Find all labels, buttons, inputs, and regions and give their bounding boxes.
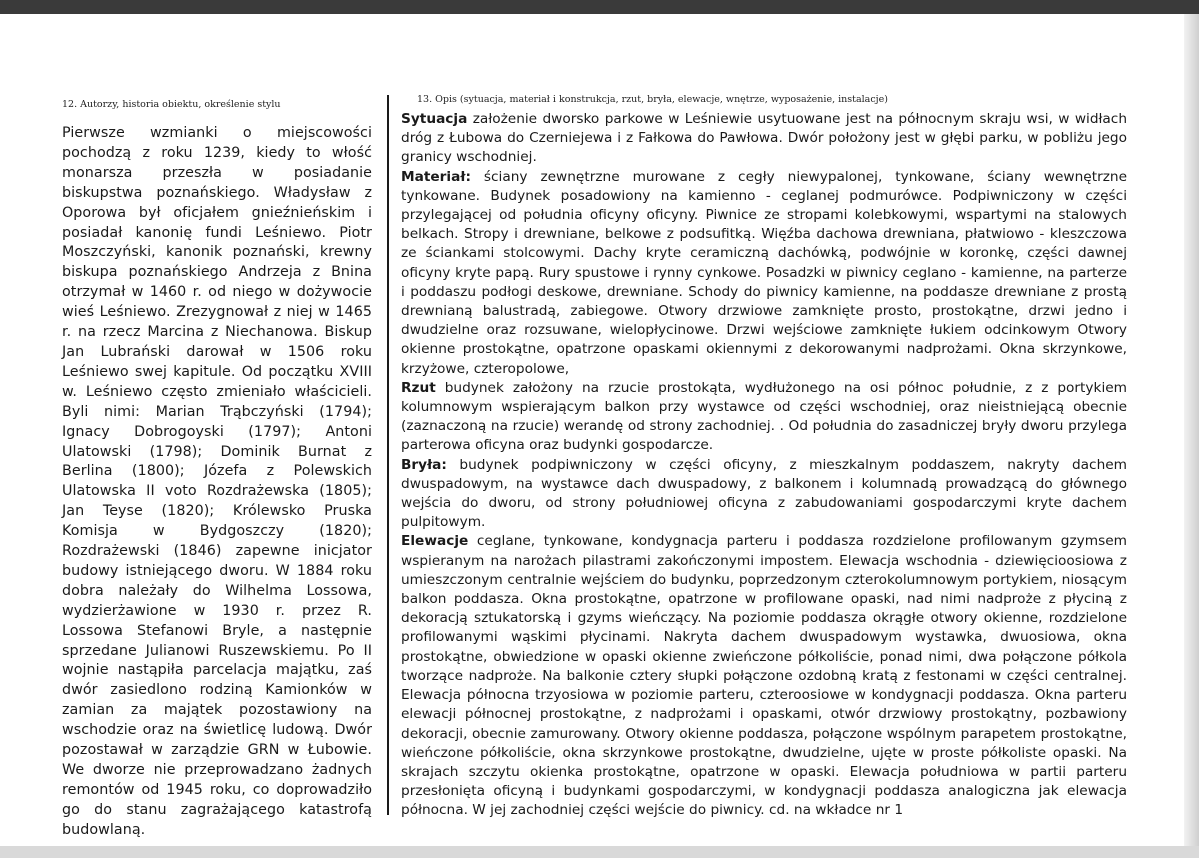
section-text: budynek podpiwniczony w części oficyny, z mieszkalnym poddaszem, nakryty dachem dwuspadowym, na wystawce dach dwuspadowy, z balkonem i kolumnadą prowadzącą do głównego wejścia do dworu, od strony południowej oficyna z zabudowaniami gospodarczymi kryte dachem pulpitowym. <box>401 456 1127 531</box>
section-material <box>401 168 1127 379</box>
section-elewacje <box>401 532 1127 820</box>
history-heading: 12. Autorzy, historia obiektu, określenie stylu <box>62 99 281 110</box>
description-heading: 13. Opis (sytuacja, materiał i konstrukcja, rzut, bryła, elewacje, wnętrze, wyposażenie, instalacje) <box>417 94 888 105</box>
section-label: Elewacje <box>401 533 469 550</box>
section-text: założenie dworsko parkowe w Leśniewie usytuowane jest na północnym skraju wsi, w widłach dróg z Łubowa do Czerniejewa i z Fałkowa do Pawłowa. Dwór położony jest w głębi parku, w pobliżu jego granicy wschodniej. <box>401 111 1127 166</box>
description-column <box>401 93 1127 821</box>
section-text: ściany zewnętrzne murowane z cegły niewypalonej, tynkowane, ściany wewnętrzne tynkowane. Budynek posadowiony na kamienno - ceglanej podmurówce. Podpiwniczony w części przylegającej od południa oficyny oficyny. Piwnice ze stropami kolebkowymi, wspartymi na stalowych belkach. Stropy i drewniane, belkowe z podsufitką. Więźba dachowa drewniana, płatwiowo - kleszczowa ze ściankami stolcowymi. Dachy kryte ceramiczną dachówką, podwójnie w koronkę, części dawnej oficyny kryte papą. Rury spustowe i rynny cynkowe. Posadzki w piwnicy ceglano - kamienne, na parterze i poddaszu podłogi deskowe, drewniane. Schody do piwnicy kamienne, na poddasze drewniane z prostą drewnianą balustradą, zabiegowe. Otwory drzwiowe zamknięte prosto, prostokątne, drzwi jedno i dwudzielne oraz rozsuwane, wielopłycinowe. Drzwi wejściowe zamknięte łukiem odcinkowym Otwory okienne prostokątne, opatrzone opaskami okiennymi z dekorowanymi nadprożami. Okna skrzynkowe, krzyżowe, czteropolowe, <box>401 168 1127 377</box>
column-divider <box>387 95 389 815</box>
history-text: Pierwsze wzmianki o miejscowości pochodzą z roku 1239, kiedy to włość monarsza przeszła w posiadanie biskupstwa poznańskiego. Władysław z Oporowa był oficjałem gnieźnieńskim i posiadał kanonię fundi Leśniewo. Piotr Moszczyński, kanonik poznański, krewny biskupa poznańskiego Andrzeja z Bnina otrzymał w 1460 r. od niego w dożywocie wieś Leśniewo. Zrezygnował z niej w 1465 r. na rzecz Marcina z Niechanowa. Biskup Jan Lubrański darował w 1506 roku Leśniewo swej kapitule. Od początku XVIII w. Leśniewo często zmieniało właścicieli. Byli nimi: Marian Trąbczyński (1794); Ignacy Dobrogoyski (1797); Antoni Ulatowski (1798); Dominik Burnat z Berlina (1800); Józefa z Polewskich Ulatowska II voto Rozdrażewska (1805); Jan Teyse (1820); Królewsko Pruska Komisja w Bydgoszczy (1820); Rozdrażewski (1846) zapewne inicjator budowy istniejącego dworu. W 1884 roku dobra należały do Wilhelma Lossowa, wydzierżawione w 1930 r. przez R. Lossowa Stefanowi Bryle, a następnie sprzedane Julianowi Ruszewskiemu. Po II wojnie nastąpiła parcelacja majątku, zaś dwór zasiedlono rodziną Kamionków w zamian za majątek pozostawiony na wschodzie oraz na świetlicę ludową. Dwór pozostawał w zarządzie GRN w Łubowie. We dworze nie przeprowadzano żadnych remontów od 1945 roku, co doprowadziło go do stanu zagrażającego katastrofą budowlaną. <box>62 125 372 838</box>
scan-top-edge <box>0 0 1199 14</box>
section-label: Rzut <box>401 379 436 396</box>
section-bryla <box>401 456 1127 533</box>
scan-right-edge <box>1184 14 1199 846</box>
section-label: Bryła: <box>401 456 447 473</box>
section-label: Materiał: <box>401 168 471 185</box>
section-text: budynek założony na rzucie prostokąta, wydłużonego na osi północ południe, z z portykiem kolumnowym wspierającym balkon przy wystawce od części wschodniej, oraz nieistniejącą obecnie (zaznaczoną na rzucie) werandę od strony zachodniej. . Od południa do zasadniczej bryły dworu przylega parterowa oficyna oraz budynki gospodarcze. <box>401 379 1127 454</box>
section-rzut <box>401 379 1127 456</box>
section-sytuacja <box>401 110 1127 168</box>
section-text: ceglane, tynkowane, kondygnacja parteru i poddasza rozdzielone profilowanym gzymsem wspieranym na narożach pilastrami zakończonymi impostem. Elewacja wschodnia - dziewięcioosiowa z umieszczonym centralnie wejściem do budynku, poprzedzonym czterokolumnowym portykiem, niosącym balkon poddasza. Okna prostokątne, opatrzone w profilowane opaski, nad nimi nadproże z płyciną z dekoracją sztukatorską i gzyms wieńczący. Na poziomie poddasza okrągłe otwory okienne, rozdzielone profilowanymi wąskimi płycinami. Nakryta dachem dwuspadowym wystawka, dwuosiowa, okna prostokątne, obwiedzione w opaski okienne zwieńczone półkoliście, ponad nimi, dwa połączone półkola tworzące nadproże. Na balkonie cztery słupki połączone ozdobną kratą z festonami w części centralnej. Elewacja północna trzyosiowa w poziomie parteru, czteroosiowe w kondygnacji poddasza. Okna parteru elewacji północnej prostokątne, z nadprożami i opaskami, otwór drzwiowy prostokątny, pozbawiony dekoracji, obecnie zamurowany. Otwory okienne poddasza, połączone wspólnym parapetem prostokątne, wieńczone półkoliście, okna skrzynkowe prostokątne, dwudzielne, ujęte w proste półkoliste opaski. Na skrajach szczytu okienka prostokątne, opatrzone w opaski. Elewacja południowa w partii parteru przesłonięta oficyną i budynkami gospodarczymi, w kondygnacji poddasza analogiczna jak elewacja północna. W jej zachodniej części wejście do piwnicy. cd. na wkładce nr 1 <box>401 533 1127 819</box>
section-label: Sytuacja <box>401 111 468 127</box>
scan-bottom-edge <box>0 846 1199 858</box>
history-column <box>62 98 372 841</box>
